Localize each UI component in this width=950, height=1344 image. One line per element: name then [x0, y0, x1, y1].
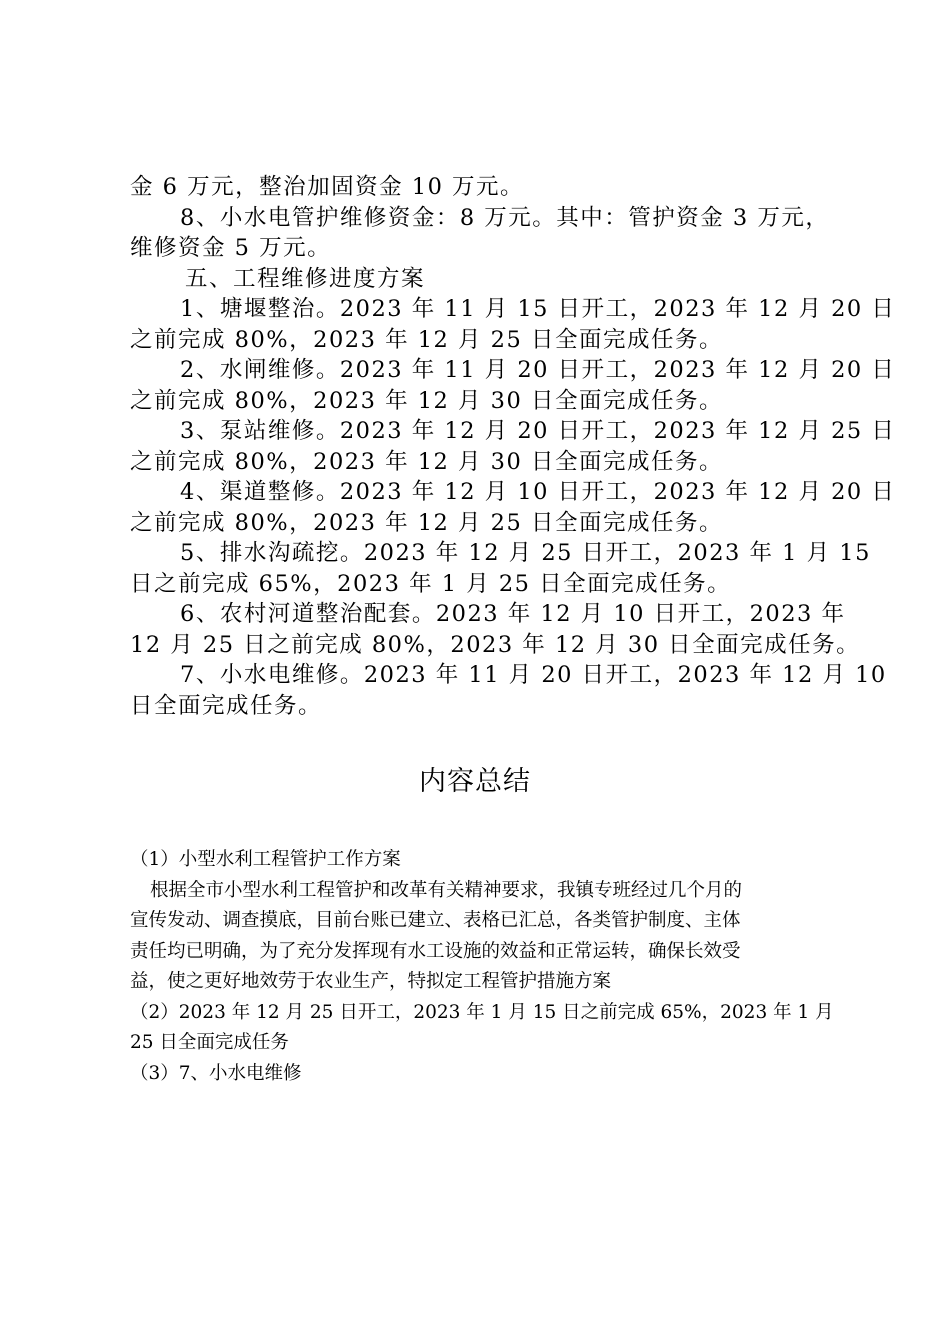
body-line-item-1: 1、塘堰整治。2023 年 11 月 15 日开工，2023 年 12 月 20 日 [180, 296, 896, 322]
summary-point-2: （2）2023 年 12 月 25 日开工，2023 年 1 月 15 日之前完成 65%，2023 年 1 月 [130, 1001, 834, 1023]
body-line-item-6-cont: 12 月 25 日之前完成 80%，2023 年 12 月 30 日全面完成任务。 [130, 631, 861, 658]
body-line-item-8-cont: 维修资金 5 万元。 [130, 235, 332, 261]
body-line-item-4-cont: 之前完成 80%，2023 年 12 月 25 日全面完成任务。 [130, 509, 723, 536]
body-line-item-4: 4、渠道整修。2023 年 12 月 10 日开工，2023 年 12 月 20 日 [180, 479, 896, 505]
summary-point-1-text: 根据全市小型水利工程管护和改革有关精神要求，我镇专班经过几个月的 [150, 879, 743, 901]
body-line-item-3-cont: 之前完成 80%，2023 年 12 月 30 日全面完成任务。 [130, 448, 723, 475]
body-line-item-8: 8、小水电管护维修资金：8 万元。其中：管护资金 3 万元， [180, 204, 830, 231]
summary-point-2-cont: 25 日全面完成任务 [130, 1032, 289, 1053]
summary-point-1: （1）小型水利工程管护工作方案 [130, 849, 401, 870]
body-line-item-3: 3、泵站维修。2023 年 12 月 20 日开工，2023 年 12 月 25 日 [180, 418, 896, 444]
summary-point-1-text-cont: 责任均已明确，为了充分发挥现有水工设施的效益和正常运转，确保长效受 [130, 940, 741, 962]
body-line-item-7: 7、小水电维修。2023 年 11 月 20 日开工，2023 年 12 月 10 [180, 662, 887, 688]
summary-point-1-text-cont: 益，使之更好地效劳于农业生产，特拟定工程管护措施方案 [130, 971, 612, 992]
body-line-item-2: 2、水闸维修。2023 年 11 月 20 日开工，2023 年 12 月 20 日 [180, 357, 896, 383]
body-line-item-6: 6、农村河道整治配套。2023 年 12 月 10 日开工，2023 年 [180, 601, 846, 627]
body-line-item-7-cont: 日全面完成任务。 [130, 692, 323, 719]
summary-point-3: （3）7、小水电维修 [130, 1062, 302, 1084]
summary-section [130, 845, 834, 1089]
body-line-item-1-cont: 之前完成 80%，2023 年 12 月 25 日全面完成任务。 [130, 326, 723, 353]
body-line-funding-cont: 金 6 万元，整治加固资金 10 万元。 [130, 174, 525, 200]
body-line-item-5: 5、排水沟疏挖。2023 年 12 月 25 日开工，2023 年 1 月 15 [180, 540, 871, 566]
document-body [130, 172, 896, 721]
summary-point-1-text-cont: 宣传发动、调查摸底，目前台账已建立、表格已汇总，各类管护制度、主体 [130, 910, 741, 931]
body-line-item-5-cont: 日之前完成 65%，2023 年 1 月 25 日全面完成任务。 [130, 570, 732, 597]
summary-title: 内容总结 [419, 766, 531, 797]
section-heading-schedule: 五、工程维修进度方案 [185, 265, 426, 292]
body-line-item-2-cont: 之前完成 80%，2023 年 12 月 30 日全面完成任务。 [130, 387, 723, 414]
